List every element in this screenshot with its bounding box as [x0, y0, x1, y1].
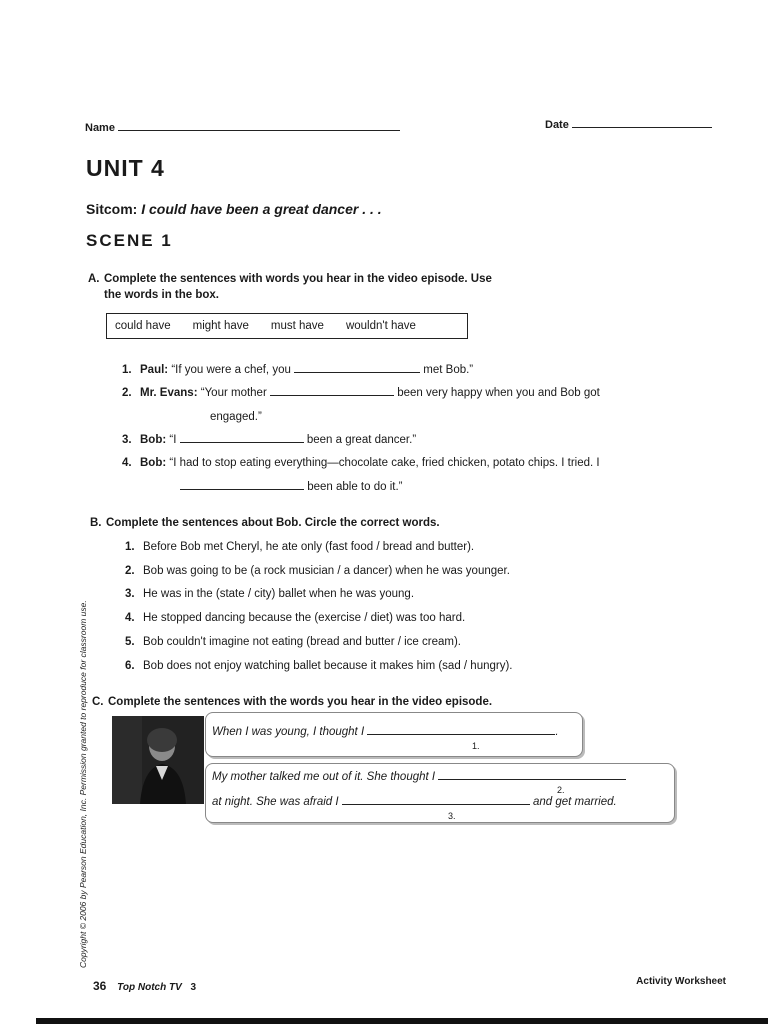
list-item: 4. Bob: “I had to stop eating everything—chocolate cake, fried chicken, potato chips. I tried. I — [122, 457, 600, 469]
list-item: 1. Before Bob met Cheryl, he ate only (fast food / bread and butter). — [125, 541, 475, 553]
blank-a2[interactable] — [270, 395, 394, 396]
list-item: 2. Mr. Evans: “Your mother been very happy when you and Bob got — [122, 387, 600, 399]
video-still-image — [112, 716, 204, 804]
list-item: 2. Bob was going to be (a rock musician / a dancer) when he was younger. — [125, 565, 510, 577]
list-item: 4. He stopped dancing because the (exercise / diet) was too hard. — [125, 612, 466, 624]
list-item-continuation: engaged.” — [210, 411, 262, 423]
name-field[interactable] — [118, 130, 400, 131]
section-a-instruction: A. Complete the sentences with words you hear in the video episode. Use the words in the box. — [88, 273, 492, 301]
speech-bubble-2: My mother talked me out of it. She thought I 2. at night. She was afraid I and get married. 3. — [205, 763, 675, 823]
unit-title: UNIT 4 — [86, 155, 165, 181]
word-could-have: could have — [115, 320, 171, 332]
list-item: 6. Bob does not enjoy watching ballet because it makes him (sad / hungry). — [125, 660, 513, 672]
blank-a3[interactable] — [180, 442, 304, 443]
blank-c3[interactable] — [342, 804, 530, 805]
blank-a4[interactable] — [180, 489, 304, 490]
date-field[interactable] — [572, 127, 712, 128]
name-label: Name — [85, 122, 400, 134]
person-silhouette-icon — [112, 716, 204, 804]
word-must-have: must have — [270, 320, 324, 332]
footer-left: 36 Top Notch TV 3 — [93, 979, 197, 993]
word-box — [106, 313, 468, 339]
word-wouldnt-have: wouldn't have — [345, 320, 416, 332]
speech-bubble-1: When I was young, I thought I . 1. — [205, 712, 583, 757]
list-item: 3. He was in the (state / city) ballet when he was young. — [125, 588, 415, 600]
list-item: 1. Paul: “If you were a chef, you met Bob.” — [122, 364, 474, 376]
sitcom-title: Sitcom: I could have been a great dancer . . . — [86, 201, 382, 217]
scan-edge — [36, 1018, 768, 1024]
date-label: Date — [545, 119, 712, 131]
section-b-instruction: B. Complete the sentences about Bob. Circle the correct words. — [90, 517, 440, 529]
blank-c2[interactable] — [438, 779, 626, 780]
footer-right: Activity Worksheet — [636, 976, 726, 987]
list-item: 5. Bob couldn't imagine not eating (bread and butter / ice cream). — [125, 636, 461, 648]
blank-c1[interactable] — [367, 734, 555, 735]
copyright-notice: Copyright © 2006 by Pearson Education, Inc. Permission granted to reproduce for classroom use. — [78, 600, 88, 968]
word-might-have: might have — [192, 320, 249, 332]
list-item-continuation: been able to do it.” — [180, 479, 402, 495]
blank-a1[interactable] — [294, 372, 420, 373]
list-item: 3. Bob: “I been a great dancer.” — [122, 434, 417, 446]
section-c-instruction: C. Complete the sentences with the words you hear in the video episode. — [92, 696, 493, 708]
scene-title: SCENE 1 — [86, 231, 173, 250]
